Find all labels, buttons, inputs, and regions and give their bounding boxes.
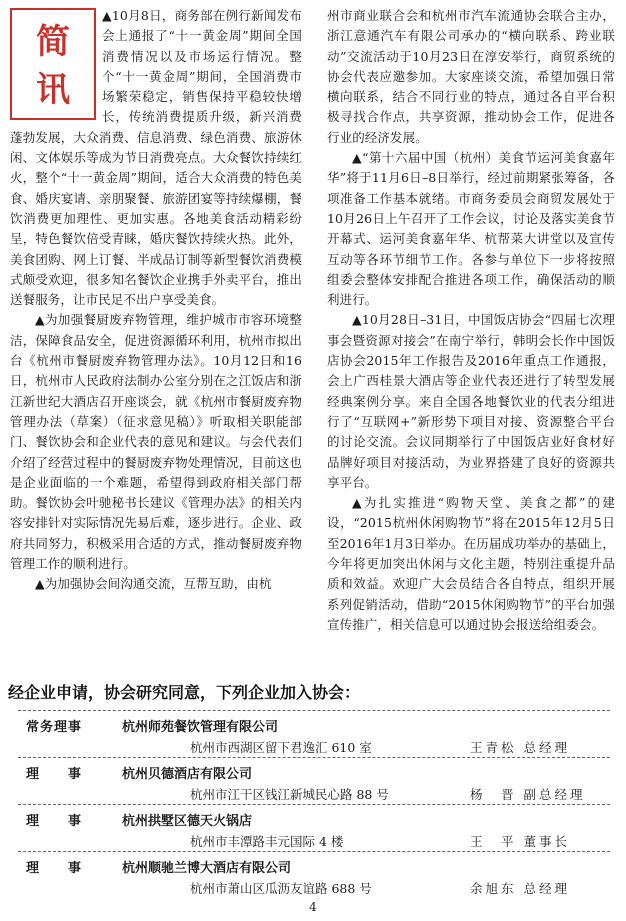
member-contact: 杨 晋 副总经理 <box>470 787 586 802</box>
divider <box>18 757 610 758</box>
news-column-left <box>10 6 302 595</box>
news-paragraph: ▲“第十六届中国（杭州）美食节运河美食嘉年华”将于11月6日–8日举行，经过前期紧张筹备，各项准备工作基本就绪。市商务委员会商贸发展处于10月26日上午召开了工作会议，讨论及落实美食节开幕式、运河美食嘉年华、杭帮菜大讲堂以及宣传互动等各环节细节工作。各参与单位下一步将按照组委会整体安排配合推进各项工作，确保活动的顺利进行。 <box>327 150 615 308</box>
member-address: 杭州市江干区钱江新城民心路 88 号 <box>190 787 389 802</box>
page-number: 4 <box>309 900 317 914</box>
logo-char-xun: 讯 <box>36 70 70 110</box>
news-paragraph: ▲为扎实推进“购物天堂、美食之都”的建设，“2015杭州休闲购物节”将在2015年12月5日至2016年1月3日举办。在历届成功举办的基础上，今年将更加突出休闲与文化主题，特别注重提升品质和效益。欢迎广大会员结合各自特点，组织开展系列促销活动，借助“2015休闲购物节”的平台加强宣传推广，相关信息可以通过协会报送给组委会。 <box>327 495 615 632</box>
news-paragraph: ▲10月28日–31日，中国饭店协会“四届七次理事会暨资源对接会”在南宁举行，韩明会长作中国饭店协会2015年工作报告及2016年重点工作通报，会上广西桂景大酒店等企业代表还进行了转型发展经典案例分享。来自全国各地餐饮业的代表分组进行了“互联网+”新形势下项目对接、资源整合平台的讨论交流。会议同期举行了中国饭店业好食材好品牌好项目对接活动，为业界搭建了良好的资源共享平台。 <box>327 312 615 490</box>
member-role: 理 事 <box>26 767 83 782</box>
member-company: 杭州顺驰兰博大酒店有限公司 <box>122 861 292 876</box>
news-paragraph: ▲为加强餐厨废弃物管理，维护城市市容环境整洁，保障食品安全，促进资源循环利用，杭州市拟出台《杭州市餐厨废弃物管理办法》。10月12日和16日，杭州市人民政府法制办公室分别在之江饭店和浙江新世纪大酒店召开座谈会，就《杭州市餐厨废弃物管理办法（草案）（征求意见稿）》听取相关职能部门、餐饮协会和企业代表的意见和建议。与会代表们介绍了经营过程中的餐厨废弃物处理情况，目前这也是企业面临的一个难题，希望得到政府相关部门帮助。餐饮协会叶驰秘书长建议《管理办法》的相关内容安排针对实际情况先易后难，逐步进行。企业、政府共同努力，积极采用合适的方式，推动餐厨废弃物管理工作的顺利进行。 <box>10 312 302 572</box>
news-paragraph: ▲10月8日，商务部在例行新闻发布会上通报了“十一黄金周”期间全国消费情况以及市场运行情况。整个“十一黄金周”期间，全国消费市场繁荣稳定，销售保持平稳较快增长，传统消费提质升级，新兴消费蓬勃发展，大众消费、信息消费、绿色消费、旅游休闲、文体娱乐等成为节日消费亮点。大众餐饮持续红火，整个“十一黄金周”期间，适合大众消费的特色美食、婚庆宴请、亲朋聚餐、旅游团宴等持续爆棚，餐饮消费更加理性、更加实惠。各地美食活动精彩纷呈，特色餐饮倍受青睐，婚庆餐饮持续火热。此外，美食团购、网上订餐、半成品订制等新型餐饮消费模式颇受欢迎，很多知名餐饮企业携手外卖平台，推出送餐服务，让市民足不出户享受美食。 <box>10 8 302 308</box>
news-column-right <box>327 6 615 635</box>
member-contact: 余旭东 总经理 <box>470 881 570 896</box>
logo-spacer <box>10 6 102 116</box>
member-role: 理 事 <box>26 814 83 829</box>
member-role: 常务理事 <box>26 720 83 735</box>
member-address: 杭州市萧山区瓜沥友谊路 688 号 <box>190 881 372 896</box>
member-address: 杭州市丰潭路丰元国际 4 楼 <box>190 834 344 849</box>
member-contact: 王青松 总经理 <box>470 740 570 755</box>
news-paragraph: 州市商业联合会和杭州市汽车流通协会联合主办，浙江意通汽车有限公司承办的“横向联系、跨业联动”交流活动于10月23日在淳安举行，商贸系统的协会代表应邀参加。大家座谈交流，希望加强日常横向联系，结合不同行业的特点，通过各自平台积极寻找合作点，共享资源，推动协会工作，促进各行业的经济发展。 <box>327 8 615 145</box>
news-paragraph: ▲为加强协会间沟通交流，互帮互助，由杭 <box>35 576 272 592</box>
member-company: 杭州贝德酒店有限公司 <box>122 767 253 782</box>
member-contact: 王 平 董事长 <box>470 834 570 849</box>
member-company: 杭州拱墅区德天火锅店 <box>122 814 253 829</box>
divider <box>18 851 610 852</box>
member-role: 理 事 <box>26 861 83 876</box>
member-company: 杭州师苑餐饮管理有限公司 <box>122 720 279 735</box>
members-heading: 经企业申请，协会研究同意，下列企业加入协会： <box>8 683 361 702</box>
member-address: 杭州市西湖区留下君逸汇 610 室 <box>190 740 372 755</box>
divider <box>18 710 610 711</box>
divider <box>18 804 610 805</box>
logo-char-jian: 简 <box>36 22 70 62</box>
